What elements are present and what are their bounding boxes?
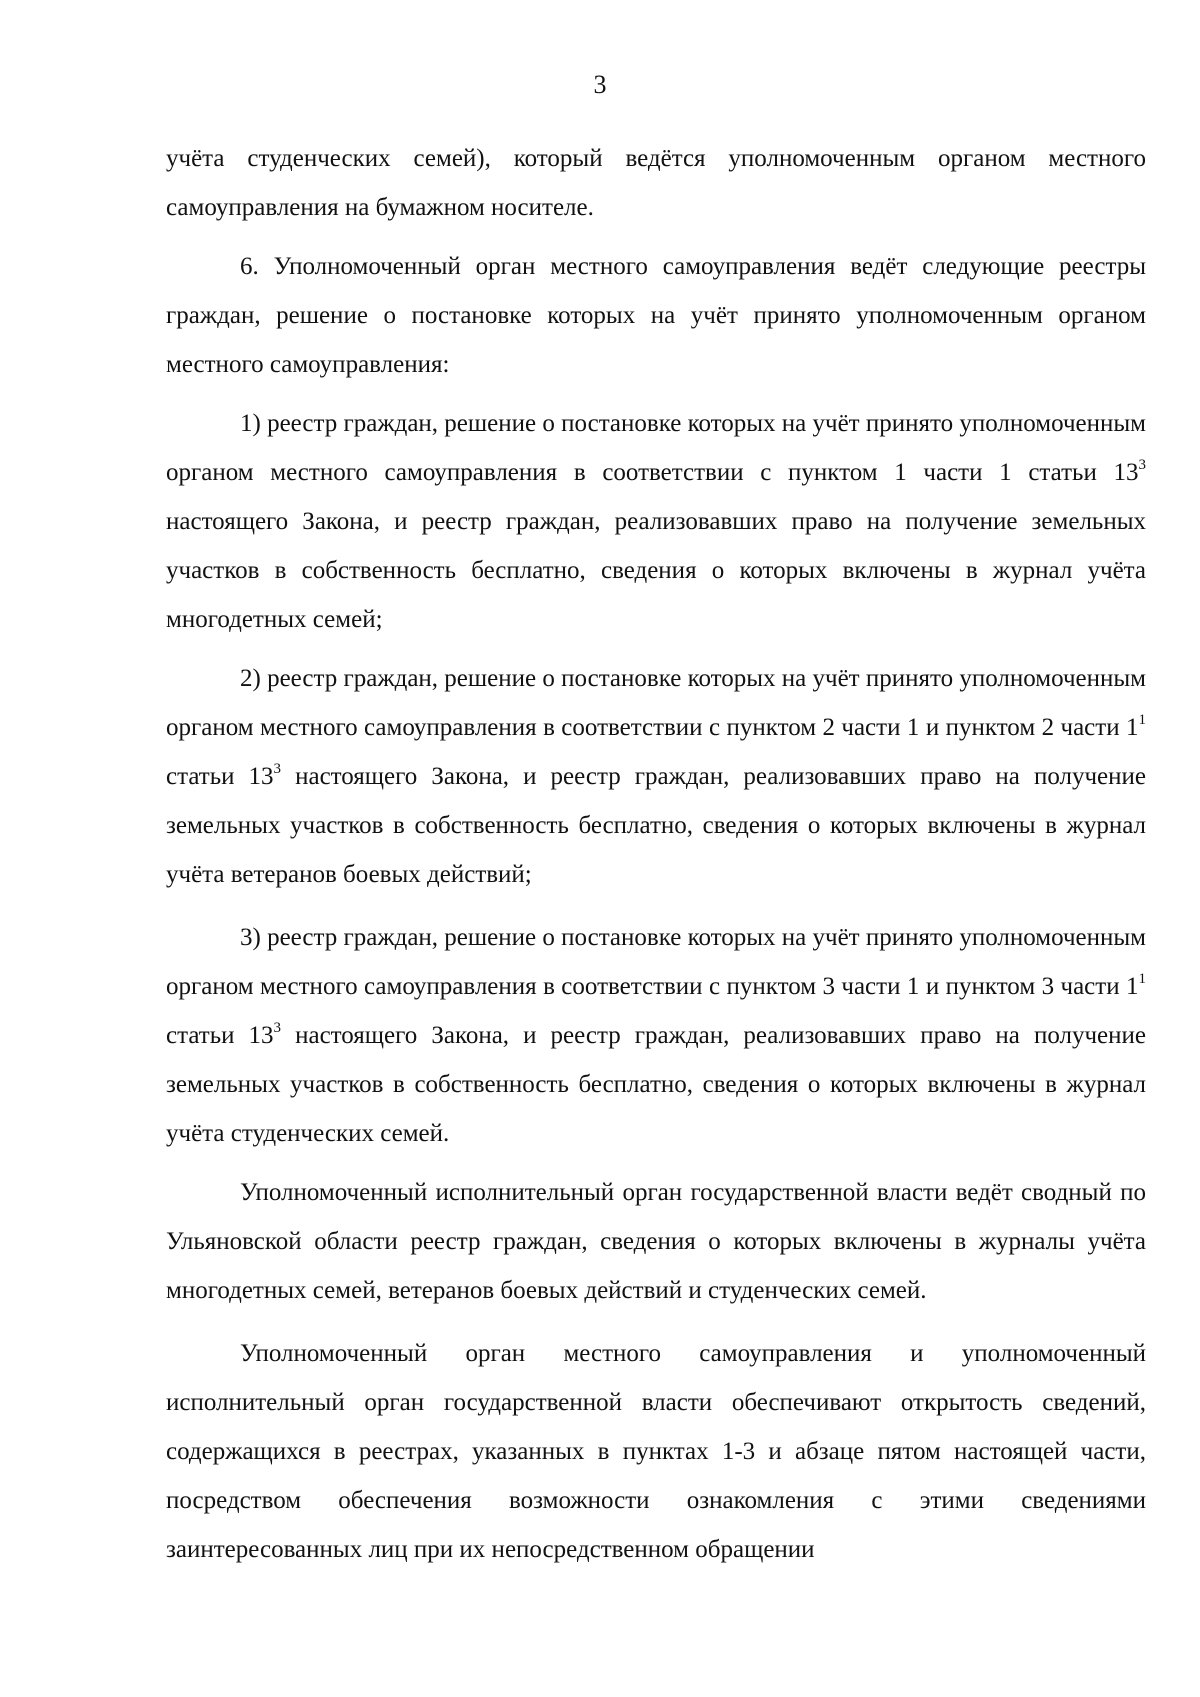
paragraph-item-6: 6. Уполномоченный орган местного самоуправления ведёт следующие реестры граждан, решение о постановке которых на учёт принято уполномоченным органом местного самоуправления:	[166, 253, 1146, 378]
paragraph-text: 3) реестр граждан, решение о постановке которых на учёт принято уполномоченным органом местного самоуправления в соответствии с пунктом 3 части 1 и пунктом 3 части 1	[166, 924, 1146, 1000]
paragraph-text: настоящего Закона, и реестр граждан, реализовавших право на получение земельных участков в собственность бесплатно, сведения о которых включены в журнал учёта многодетных семей;	[166, 508, 1146, 633]
paragraph-text: статьи 13	[166, 763, 274, 790]
paragraph-continuation: учёта студенческих семей), который ведётся уполномоченным органом местного самоуправления на бумажном носителе.	[166, 145, 1146, 221]
paragraph-consolidated-registry: Уполномоченный исполнительный орган государственной власти ведёт сводный по Ульяновской области реестр граждан, сведения о которых включены в журналы учёта многодетных семей, ветеранов боевых действий и студенческих семей.	[166, 1179, 1146, 1304]
paragraph-text: настоящего Закона, и реестр граждан, реализовавших право на получение земельных участков в собственность бесплатно, сведения о которых включены в журнал учёта ветеранов боевых действий;	[166, 763, 1146, 888]
paragraph-text: статьи 13	[166, 1022, 274, 1049]
document-body	[166, 134, 1146, 1574]
paragraph-text: 2) реестр граждан, решение о постановке которых на учёт принято уполномоченным органом местного самоуправления в соответствии с пунктом 2 части 1 и пунктом 2 части 1	[166, 665, 1146, 741]
superscript: 1	[1138, 971, 1146, 987]
superscript: 1	[1138, 712, 1146, 728]
paragraph-registry-2	[166, 654, 1146, 899]
superscript: 3	[273, 761, 282, 777]
paragraph-registry-3	[166, 913, 1146, 1158]
paragraph-registry-1	[166, 399, 1146, 644]
page-number: 3	[593, 70, 607, 99]
superscript: 3	[273, 1020, 282, 1036]
paragraph-text: настоящего Закона, и реестр граждан, реализовавших право на получение земельных участков в собственность бесплатно, сведения о которых включены в журнал учёта студенческих семей.	[166, 1022, 1146, 1147]
superscript: 3	[1138, 457, 1146, 473]
paragraph-text: 1) реестр граждан, решение о постановке которых на учёт принято уполномоченным органом местного самоуправления в соответствии с пунктом 1 части 1 статьи 13	[166, 410, 1146, 486]
paragraph-openness: Уполномоченный орган местного самоуправления и уполномоченный исполнительный орган государственной власти обеспечивают открытость сведений, содержащихся в реестрах, указанных в пунктах 1-3 и абзаце пятом настоящей части, посредством обеспечения возможности ознакомления с этими сведениями заинтересованных лиц при их непосредственном обращении	[166, 1340, 1146, 1563]
